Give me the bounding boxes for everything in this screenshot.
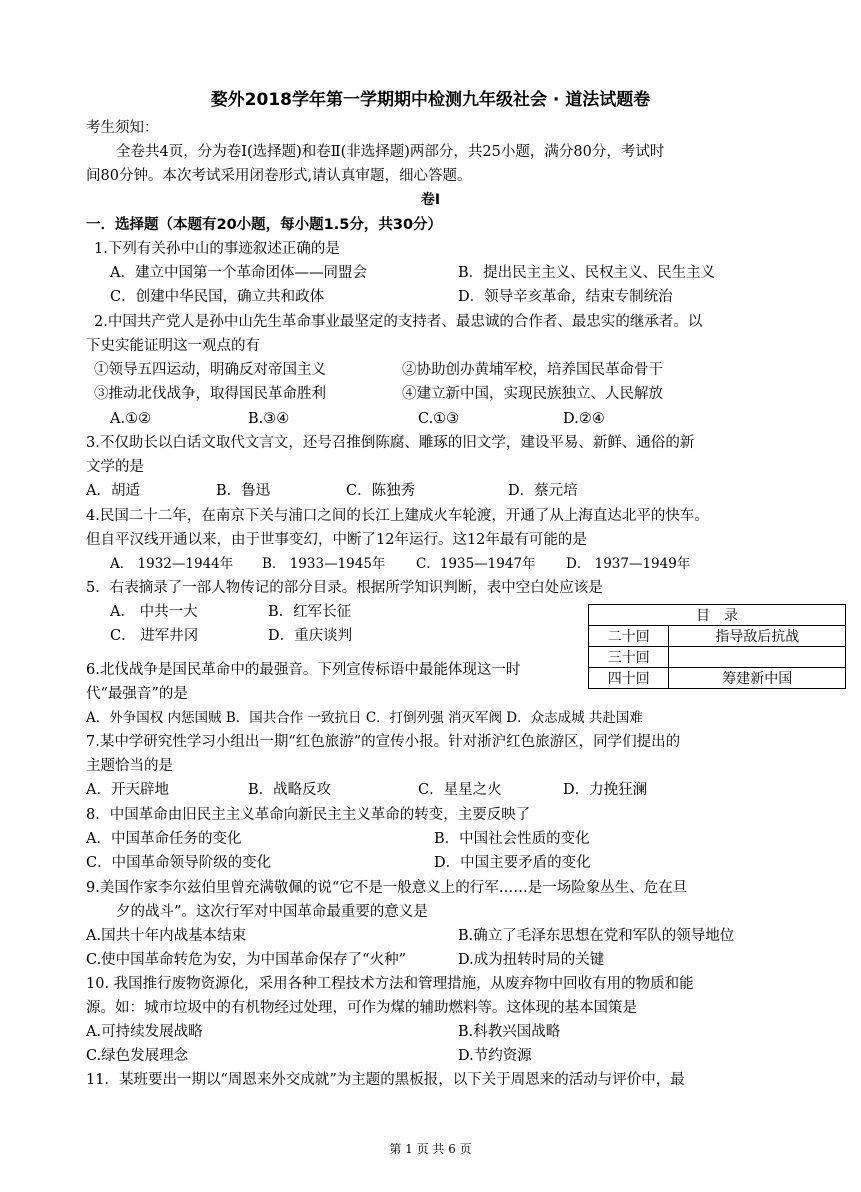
q4-option-c: C．1935—1947年 — [416, 556, 536, 572]
q3-option-d: D．蔡元培 — [508, 483, 578, 499]
q8-option-b: B．中国社会性质的变化 — [434, 831, 590, 847]
q4-option-a: A． 1932—1944年 — [110, 556, 234, 572]
q1-stem: 1.下列有关孙中山的事迹叙述正确的是 — [94, 241, 340, 257]
q10-option-d: D.节约资源 — [458, 1048, 532, 1064]
q4-stem-1: 4.民国二十二年，在南京下关与浦口之间的长江上建成火车轮渡，开通了从上海直达北平的快车。 — [86, 508, 709, 524]
q5-option-b: B．红军长征 — [268, 604, 352, 620]
q7-option-c: C．星星之火 — [418, 782, 502, 798]
q8-option-c: C．中国革命领导阶级的变化 — [86, 855, 272, 871]
q10-option-a: A.可持续发展战略 — [86, 1024, 203, 1040]
q7-option-b: B．战略反攻 — [248, 782, 332, 798]
q1-option-b: B．提出民主主义、民权主义、民生主义 — [458, 265, 716, 281]
q7-option-a: A．开天辟地 — [86, 782, 169, 798]
q2-option-a: A.①② — [110, 411, 152, 427]
volume-heading: 卷Ⅰ — [420, 192, 441, 208]
q6-options: A．外争国权 内惩国贼 B．国共合作 一致抗日 C．打倒列强 消灭军阀 D．众志成城 共赴国难 — [86, 710, 643, 726]
q3-stem-2: 文学的是 — [86, 459, 144, 475]
q2-option-c: C.①③ — [418, 411, 460, 427]
q7-stem-2: 主题恰当的是 — [86, 758, 173, 774]
q10-option-b: B.科教兴国战略 — [458, 1024, 561, 1040]
q2-option-b: B.③④ — [248, 411, 290, 427]
table-row — [589, 668, 846, 689]
q9-stem-1: 9.美国作家李尔兹伯里曾充满敬佩的说“它不是一般意义上的行军……是一场险象丛生、危在旦 — [86, 880, 688, 896]
q1-option-d: D．领导辛亥革命，结束专制统治 — [458, 289, 673, 305]
q3-option-c: C．陈独秀 — [346, 483, 416, 499]
q1-option-a: A．建立中国第一个革命团体——同盟会 — [110, 265, 367, 281]
q6-stem-1: 6.北伐战争是国民革命中的最强音。下列宣传标语中最能体现这一时 — [86, 662, 521, 678]
chapter-cell: 三十回 — [589, 647, 669, 668]
q2-stem-1: 2.中国共产党人是孙中山先生革命事业最坚定的支持者、最忠诚的合作者、最忠实的继承者。以 — [94, 314, 703, 330]
chapter-cell: 四十回 — [589, 668, 669, 689]
q9-option-a: A.国共十年内战基本结束 — [86, 928, 247, 944]
contents-table-title-row — [589, 605, 846, 626]
q3-option-a: A．胡适 — [86, 483, 140, 499]
q10-option-c: C.绿色发展理念 — [86, 1048, 189, 1064]
q9-option-c: C.使中国革命转危为安，为中国革命保存了“火种” — [86, 952, 407, 968]
q2-item-4: ④建立新中国，实现民族独立、人民解放 — [402, 386, 663, 402]
exam-title: 婺外2018学年第一学期期中检测九年级社会 · 道法试题卷 — [210, 90, 651, 110]
q9-stem-2: 夕的战斗”。这次行军对中国革命最重要的意义是 — [116, 904, 428, 920]
q3-option-b: B．鲁迅 — [216, 483, 271, 499]
q4-option-b: B． 1933—1945年 — [262, 556, 386, 572]
q5-stem: 5．右表摘录了一部人物传记的部分目录。根据所学知识判断，表中空白处应该是 — [86, 580, 603, 596]
q5-option-c: C． 进军井冈 — [110, 628, 199, 644]
q6-stem-2: 代“最强音”的是 — [86, 686, 188, 702]
q9-option-b: B.确立了毛泽东思想在党和军队的领导地位 — [458, 928, 735, 944]
notice-heading: 考生须知： — [86, 120, 159, 136]
contents-table-title: 目 录 — [589, 605, 846, 626]
contents-table — [588, 604, 846, 689]
q10-stem-1: 10. 我国推行废物资源化，采用各种工程技术方法和管理措施，从废弃物中回收有用的物质和能 — [86, 976, 694, 992]
q7-stem-1: 7.某中学研究性学习小组出一期“红色旅游”的宣传小报。针对浙沪红色旅游区，同学们提出的 — [86, 734, 681, 750]
q2-stem-2: 下史实能证明这一观点的有 — [86, 338, 260, 354]
q2-item-3: ③推动北伐战争，取得国民革命胜利 — [94, 386, 326, 402]
chapter-cell: 二十回 — [589, 626, 669, 647]
notice-line-2: 间80分钟。本次考试采用闭卷形式,请认真审题，细心答题。 — [86, 168, 472, 184]
q2-item-2: ②协助创办黄埔军校，培养国民革命骨干 — [402, 362, 663, 378]
q8-option-a: A．中国革命任务的变化 — [86, 831, 242, 847]
q5-option-a: A． 中共一大 — [110, 604, 198, 620]
page-footer: 第 1 页 共 6 页 — [389, 1142, 472, 1156]
q11-stem-1: 11．某班要出一期以“周恩来外交成就”为主题的黑板报，以下关于周恩来的活动与评价中，最 — [86, 1072, 685, 1088]
chapter-title-cell: 筹建新中国 — [669, 668, 846, 689]
q1-option-c: C．创建中华民国，确立共和政体 — [110, 289, 325, 305]
q9-option-d: D.成为扭转时局的关键 — [458, 952, 605, 968]
q7-option-d: D．力挽狂澜 — [563, 782, 648, 798]
q8-stem: 8．中国革命由旧民主主义革命向新民主主义革命的转变，主要反映了 — [86, 807, 531, 823]
q10-stem-2: 源。如：城市垃圾中的有机物经过处理，可作为煤的辅助燃料等。这体现的基本国策是 — [86, 1000, 637, 1016]
q5-option-d: D．重庆谈判 — [268, 628, 353, 644]
q2-item-1: ①领导五四运动，明确反对帝国主义 — [94, 362, 326, 378]
chapter-title-cell-blank — [669, 647, 846, 668]
chapter-title-cell: 指导敌后抗战 — [669, 626, 846, 647]
notice-line-1: 全卷共4页，分为卷Ⅰ(选择题)和卷Ⅱ(非选择题)两部分，共25小题，满分80分，考试时 — [116, 144, 665, 160]
table-row — [589, 626, 846, 647]
table-row — [589, 647, 846, 668]
q2-option-d: D.②④ — [563, 411, 605, 427]
q3-stem-1: 3.不仅助长以白话文取代文言文，还号召推倒陈腐、雕琢的旧文学，建设平易、新鲜、通俗的新 — [86, 435, 695, 451]
section-heading: 一．选择题（本题有20小题，每小题1.5分，共30分） — [86, 217, 443, 233]
q8-option-d: D．中国主要矛盾的变化 — [434, 855, 591, 871]
q4-stem-2: 但自平汉线开通以来，由于世事变幻，中断了12年运行。这12年最有可能的是 — [86, 532, 587, 548]
q4-option-d: D． 1937—1949年 — [566, 556, 691, 572]
